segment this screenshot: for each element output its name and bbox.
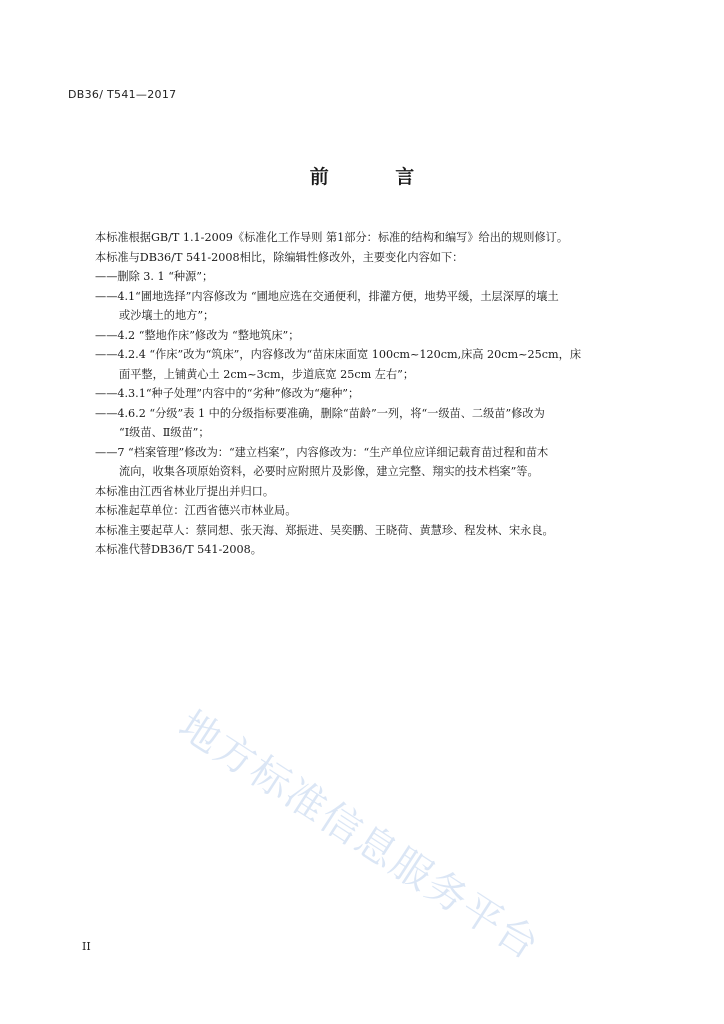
foreword-body — [95, 228, 655, 560]
change-item: ——4.1“圃地选择”内容修改为 “圃地应选在交通便利，排灌方便，地势平缓，土层深厚的壤土 — [95, 289, 559, 303]
change-item: ——4.3.1“种子处理”内容中的“劣种”修改为“瘪种”； — [95, 387, 360, 400]
body-line: 本标准主要起草人：蔡同想、张天海、郑振进、吴奕鹏、王晓荷、黄慧珍、程发林、宋永良。 — [95, 523, 554, 537]
change-item-continuation: 或沙壤土的地方”； — [119, 309, 215, 322]
body-line: 本标准起草单位：江西省德兴市林业局。 — [95, 504, 297, 517]
page-title: 前 言 — [309, 166, 445, 188]
page-number: II — [82, 940, 91, 953]
watermark: 地方标准信息服务平台 — [170, 702, 548, 970]
change-item: ——7 “档案管理”修改为：“建立档案”，内容修改为：“生产单位应详细记载育苗过程和苗木 — [95, 445, 549, 459]
body-line: 本标准根据GB/T 1.1-2009《标准化工作导则 第1部分：标准的结构和编写》给出的规则修订。 — [95, 231, 569, 244]
change-item: ——删除 3. 1 “种源”； — [95, 270, 214, 283]
body-line: 本标准与DB36/T 541-2008相比，除编辑性修改外，主要变化内容如下： — [95, 250, 464, 264]
change-item: ——4.6.2 “分级”表 1 中的分级指标要准确，删除“苗龄”一列，将“一级苗、二级苗”修改为 — [95, 406, 545, 420]
body-line: 本标准代替DB36/T 541-2008。 — [95, 543, 262, 556]
change-item-continuation: “Ⅰ级苗、Ⅱ级苗”； — [119, 426, 210, 439]
change-item-continuation: 面平整，上铺黄心土 2cm~3cm，步道底宽 25cm 左右”； — [119, 367, 415, 381]
change-item: ——4.2 “整地作床”修改为 “整地筑床”； — [95, 328, 300, 342]
change-item-continuation: 流向，收集各项原始资料，必要时应附照片及影像，建立完整、翔实的技术档案”等。 — [119, 465, 539, 478]
change-item: ——4.2.4 “作床”改为“筑床”，内容修改为“苗床床面宽 100cm~120cm,床高 20cm~25cm，床 — [95, 348, 582, 361]
document-code-header: DB36/ T541—2017 — [68, 88, 177, 101]
body-line: 本标准由江西省林业厅提出并归口。 — [95, 484, 275, 498]
